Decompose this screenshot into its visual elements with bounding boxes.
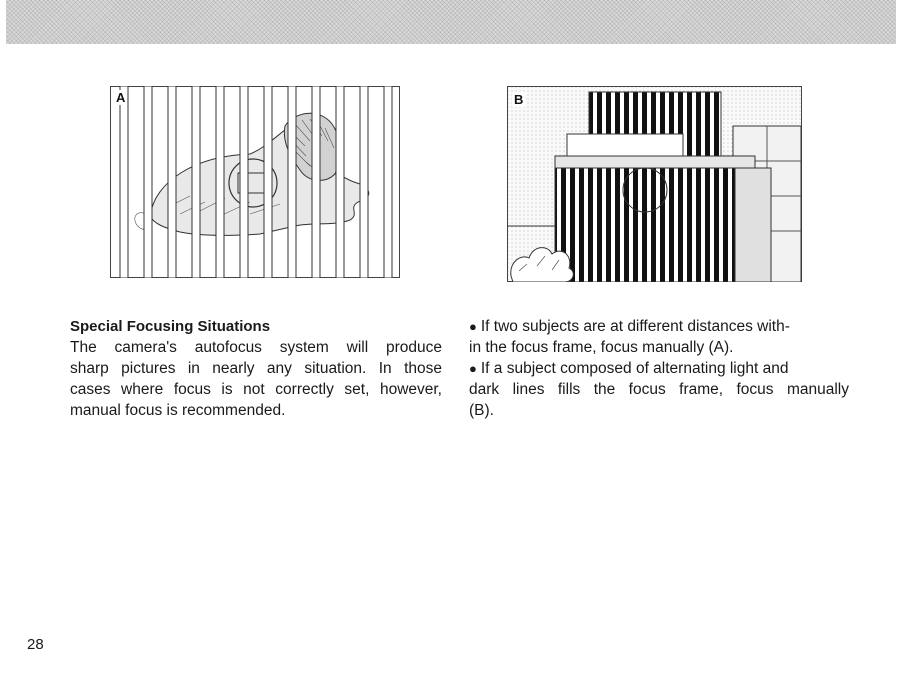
- lion-illustration: [110, 86, 400, 278]
- bullet-text: If a subject composed of alternating light and: [480, 360, 789, 377]
- focus-tips-list: [469, 316, 849, 421]
- paragraph-line: cases where focus is not correctly set, however,: [70, 381, 442, 398]
- section-heading: Special Focusing Situations: [70, 318, 271, 335]
- bullet-icon: ●: [469, 319, 477, 334]
- bullet-item-a: [469, 316, 849, 337]
- figure-a-label: A: [116, 90, 126, 105]
- figure-a-lion-behind-bars: [110, 86, 400, 278]
- page-number: 28: [27, 636, 44, 653]
- special-focusing-section: [70, 316, 442, 421]
- bullet-icon: ●: [469, 361, 477, 376]
- figure-b-label: B: [514, 92, 524, 107]
- paragraph-line: The camera's autofocus system will produce: [70, 339, 442, 356]
- top-halftone-band: [6, 0, 896, 44]
- paragraph-line: manual focus is recommended.: [70, 402, 286, 419]
- bullet-text: If two subjects are at different distances with-: [480, 318, 790, 335]
- bullet-continuation: (B).: [469, 402, 494, 419]
- bullet-continuation: dark lines fills the focus frame, focus manually: [469, 381, 849, 398]
- paragraph-line: sharp pictures in nearly any situation. In those: [70, 360, 442, 377]
- buildings-illustration: [507, 86, 802, 282]
- bullet-continuation: in the focus frame, focus manually (A).: [469, 339, 734, 356]
- bullet-item-b: [469, 358, 849, 379]
- figure-b-striped-buildings: [507, 86, 802, 282]
